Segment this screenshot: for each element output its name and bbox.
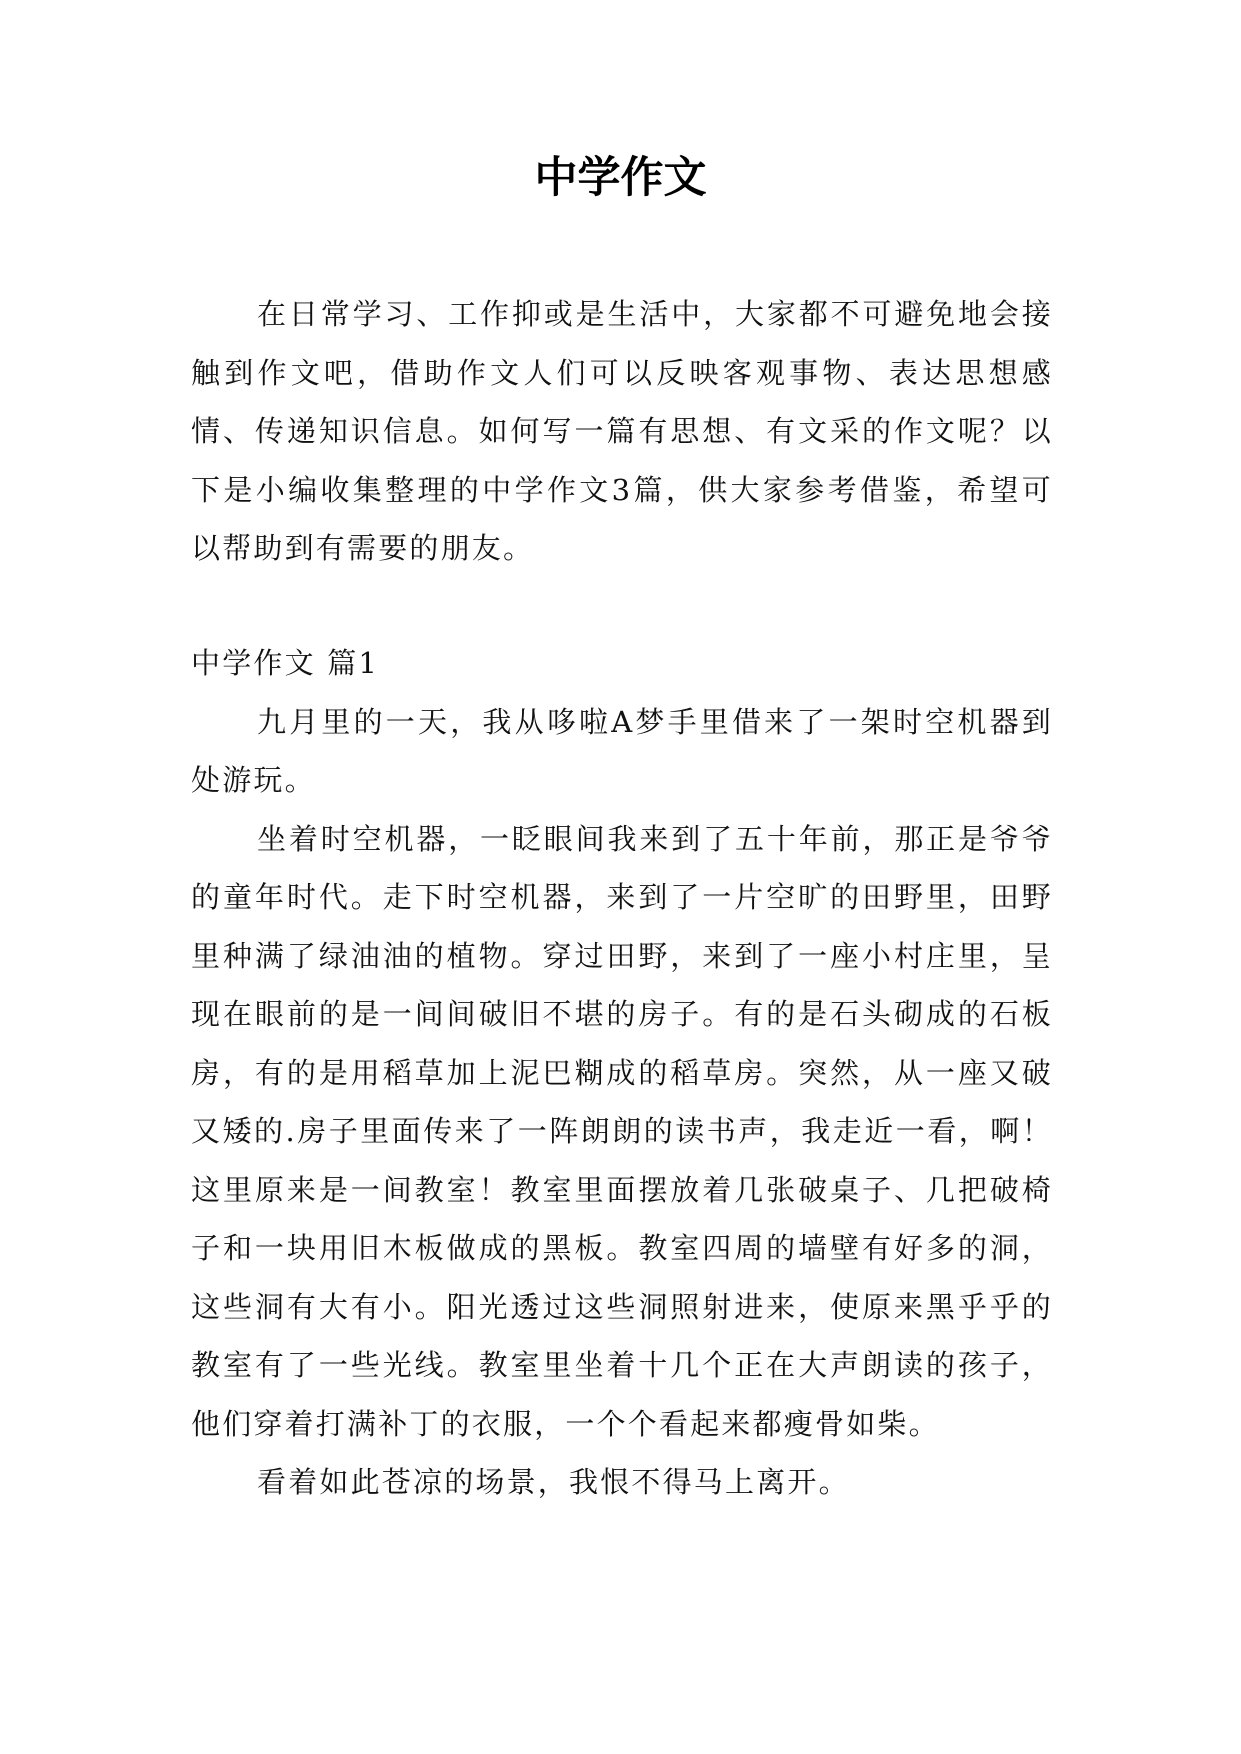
essay-paragraph-3: 看着如此苍凉的场景，我恨不得马上离开。 [257, 1465, 850, 1499]
intro-block [191, 285, 1053, 578]
section-heading: 中学作文 篇1 [191, 646, 380, 680]
essay-paragraph-2: 坐着时空机器，一眨眼间我来到了五十年前，那正是爷爷的童年时代。走下时空机器，来到了一片空旷的田野里，田野里种满了绿油油的植物。穿过田野，来到了一座小村庄里，呈现在眼前的是一间间破旧不堪的房子。有的是石头砌成的石板房，有的是用稻草加上泥巴糊成的稻草房。突然，从一座又破又矮的.房子里面传来了一阵朗朗的读书声，我走近一看，啊！这里原来是一间教室！教室里面摆放着几张破桌子、几把破椅子和一块用旧木板做成的黑板。教室四周的墙壁有好多的洞，这些洞有大有小。阳光透过这些洞照射进来，使原来黑乎乎的教室有了一些光线。教室里坐着十几个正在大声朗读的孩子，他们穿着打满补丁的衣服，一个个看起来都瘦骨如柴。 [191, 821, 1053, 1441]
essay-paragraph-1: 九月里的一天，我从哆啦A梦手里借来了一架时空机器到处游玩。 [191, 704, 1053, 797]
intro-paragraph: 在日常学习、工作抑或是生活中，大家都不可避免地会接触到作文吧，借助作文人们可以反映客观事物、表达思想感情、传递知识信息。如何写一篇有思想、有文采的作文呢？以下是小编收集整理的中学作文3篇，供大家参考借鉴，希望可以帮助到有需要的朋友。 [191, 297, 1053, 565]
essay-section [191, 634, 1053, 1512]
document-title: 中学作文 [534, 153, 707, 203]
